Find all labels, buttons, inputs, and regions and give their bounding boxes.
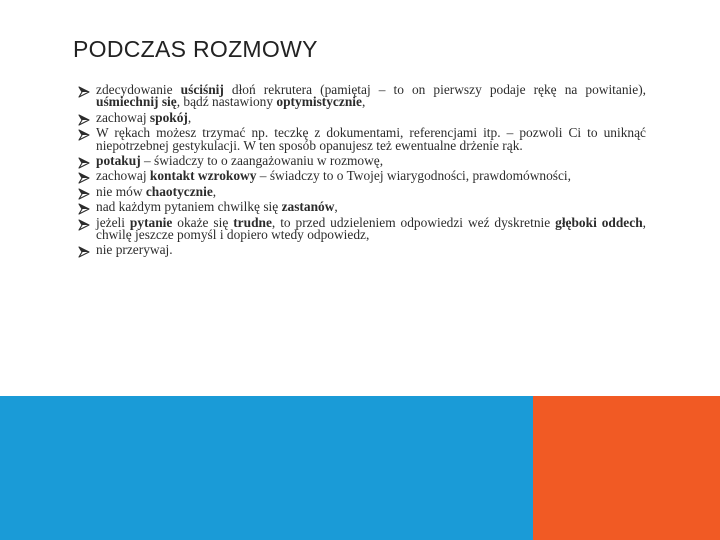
decorative-band-blue [0, 396, 533, 540]
bullet-text-emphasis: chaotycznie [145, 183, 213, 199]
bullet-text: , bądź nastawiony [176, 94, 277, 110]
bullet-text: , [187, 109, 192, 125]
arrow-bullet-icon [78, 188, 90, 200]
bullet-text-emphasis: kontakt wzrokowy [149, 168, 257, 184]
bullet-text: , [212, 183, 217, 199]
bullet-item [78, 84, 646, 109]
bullet-text-emphasis: pytanie [129, 214, 173, 230]
arrow-bullet-icon [78, 219, 90, 231]
decorative-band-orange [533, 396, 720, 540]
bullet-text-emphasis: trudne [233, 214, 272, 230]
bullet-text: nie przerywaj. [96, 242, 173, 258]
bullet-text: zachowaj [96, 168, 150, 184]
bullet-text: , chwilę jeszcze pomyśl i dopiero wtedy odpowiedz, [96, 214, 646, 243]
arrow-bullet-icon [78, 86, 90, 98]
arrow-bullet-icon [78, 172, 90, 184]
bullet-text: – świadczy to o zaangażowaniu w rozmowę, [140, 153, 384, 169]
bullet-text: W rękach możesz trzymać np. teczkę z dokumentami, referencjami itp. – pozwoli Ci to uniknąć niepotrzebnej gestykulacji. W ten sposób opanujesz też ewentualne drżenie rąk. [96, 125, 646, 153]
bullet-text-emphasis: uśmiechnij się [96, 94, 177, 110]
bullet-text-emphasis: optymistycznie [276, 94, 362, 110]
bullet-item [78, 109, 646, 125]
arrow-bullet-icon [78, 246, 90, 258]
bullet-text-emphasis: głęboki oddech [555, 214, 643, 230]
bullet-text: zachowaj [96, 109, 150, 125]
bullet-text: – świadczy to o Twojej wiarygodności, prawdomówności, [256, 168, 571, 184]
bullet-text: okaże się [172, 214, 234, 230]
bullet-text: zdecydowanie [96, 82, 181, 97]
bullet-text-emphasis: potakuj [96, 153, 141, 169]
bullet-text: nad każdym pytaniem chwilkę się [96, 199, 282, 215]
arrow-bullet-icon [78, 157, 90, 169]
bullet-list [78, 84, 646, 260]
bullet-text: , [361, 94, 366, 110]
bullet-item [78, 170, 646, 182]
bullet-text: jeżeli [96, 214, 130, 230]
bullet-text-emphasis: uściśnij [180, 82, 224, 97]
bullet-text: , to przed udzieleniem odpowiedzi weź dyskretnie [271, 214, 556, 230]
bullet-item [78, 214, 646, 243]
bullet-item [78, 183, 646, 199]
bullet-text-emphasis: zastanów [281, 199, 335, 215]
bullet-item [78, 155, 646, 167]
arrow-bullet-icon [78, 114, 90, 126]
bullet-item [78, 244, 646, 256]
bullet-item [78, 201, 646, 213]
bullet-text-emphasis: spokój [149, 109, 188, 125]
arrow-bullet-icon [78, 203, 90, 215]
bullet-text: dłoń rekrutera (pamiętaj – to on pierwszy podaje rękę na powitanie), [223, 82, 646, 97]
bullet-item [78, 127, 646, 152]
bullet-text: nie mów [96, 183, 146, 199]
slide-title: PODCZAS ROZMOWY [73, 36, 318, 62]
bullet-text: , [334, 199, 338, 215]
arrow-bullet-icon [78, 129, 90, 141]
